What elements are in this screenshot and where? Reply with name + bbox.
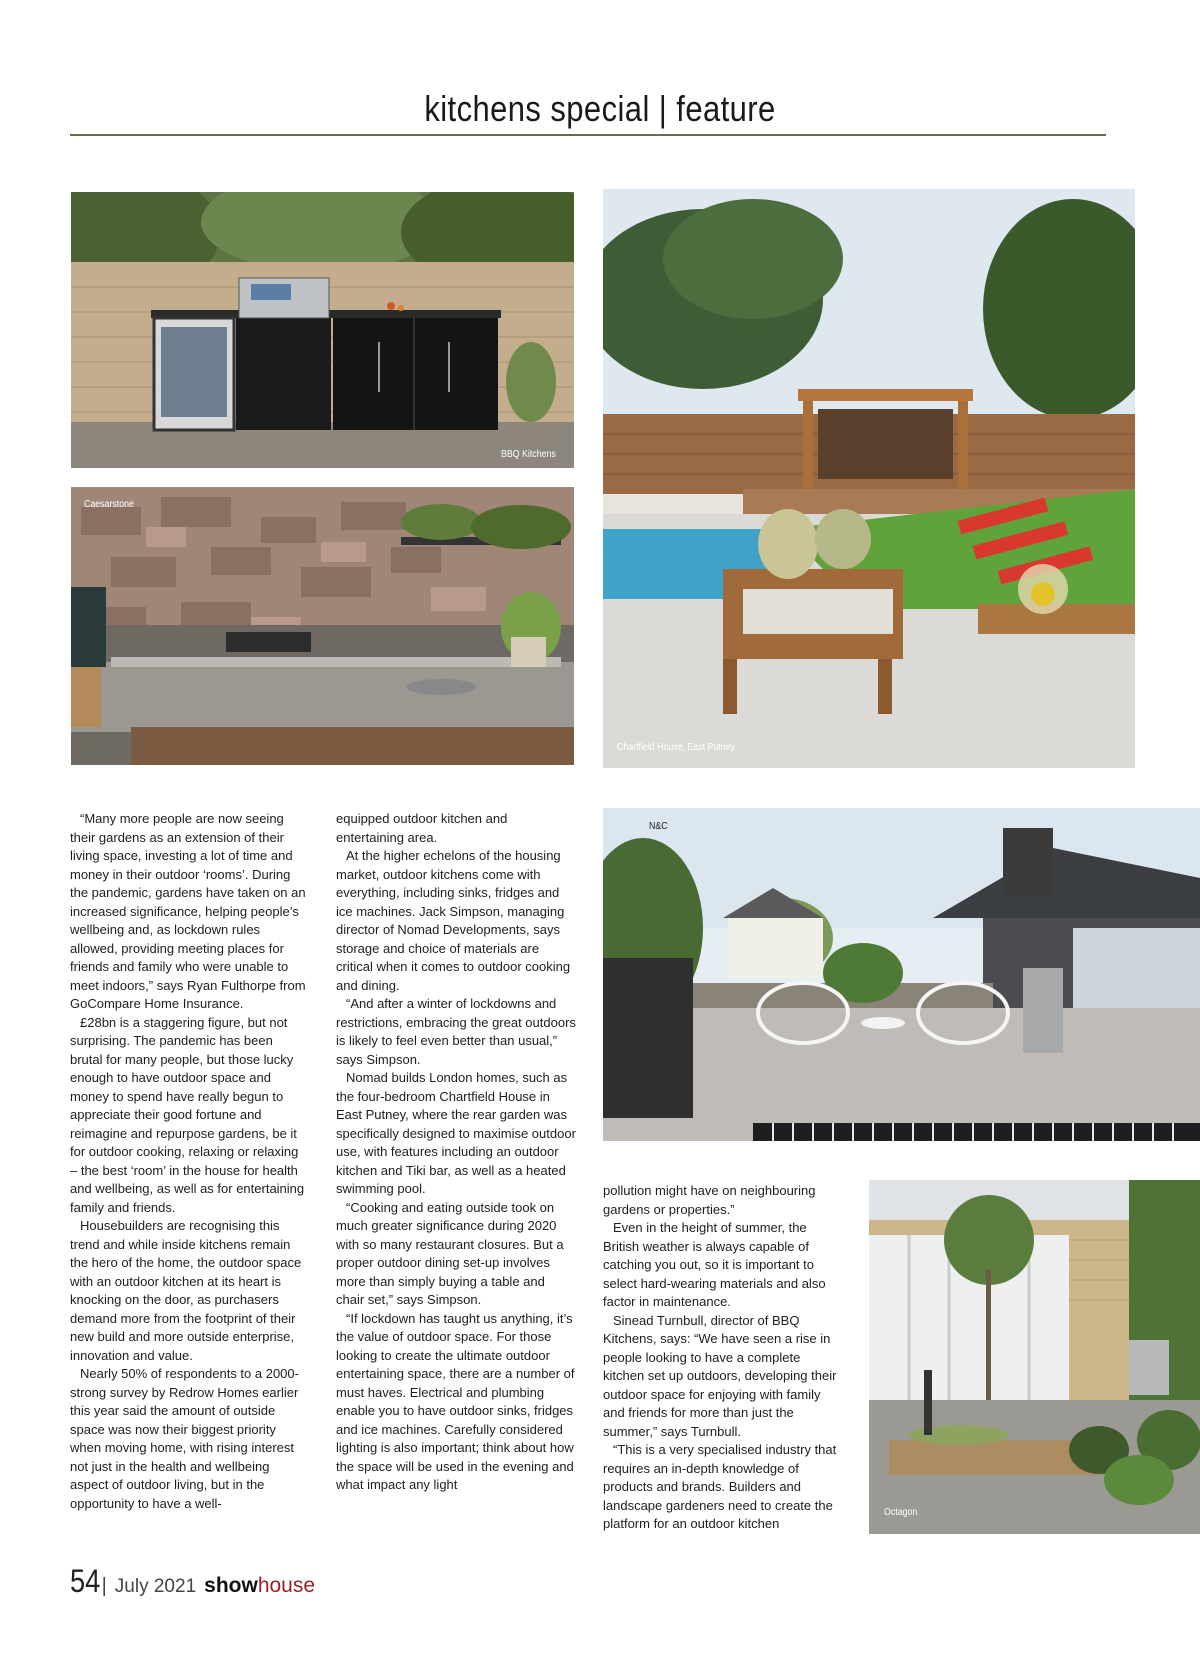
- page-number: 54: [70, 1563, 101, 1599]
- footer-separator: |: [101, 1575, 107, 1597]
- paragraph: Nearly 50% of respondents to a 2000-strong survey by Redrow Homes earlier this year said the amount of outside space was now their biggest priority when moving home, with rising interest not just in the health and wellbeing aspect of outdoor living, but in the opportunity to have a well-: [70, 1366, 299, 1511]
- issue-date: July 2021: [114, 1576, 197, 1597]
- text-column-1: [70, 810, 306, 1513]
- paragraph: equipped outdoor kitchen and entertaining area.: [336, 811, 508, 845]
- photo-caesarstone: [71, 487, 574, 765]
- paragraph: pollution might have on neighbouring gardens or properties.”: [603, 1183, 816, 1217]
- paragraph: Even in the height of summer, the British weather is always capable of catching you out, so it is important to select hard-wearing materials and also factor in maintenance.: [603, 1220, 826, 1309]
- photo-octagon: [869, 1180, 1200, 1534]
- paragraph: Housebuilders are recognising this trend and while inside kitchens remain the hero of the home, the outdoor space with an outdoor kitchen at its heart is knocking on the door, as purchasers demand more from the footprint of their new build and more outside enterprise, innovation and value.: [70, 1218, 302, 1363]
- photo-bbq-kitchens: [71, 192, 574, 468]
- text-column-3: [603, 1182, 843, 1534]
- photo-chartfield-house: [603, 189, 1135, 768]
- logo-light-part: house: [257, 1574, 316, 1597]
- paragraph: £28bn is a staggering figure, but not surprising. The pandemic has been brutal for many people, but those lucky enough to have outdoor space and money to spend have really begun to appreciate their good fortune and reimagine and repurpose gardens, be it for outdoor cooking, relaxing or relaxing – the best ‘room’ in the house for health and wellbeing, as well as for entertaining family and friends.: [70, 1014, 305, 1215]
- caption-bbq-kitchens: BBQ Kitchens: [501, 449, 556, 460]
- paragraph: “If lockdown has taught us anything, it’s the value of outdoor space. For those looking to create the ultimate outdoor entertaining space, there are a number of must haves. Electrical and plumbing enable you to have outdoor sinks, fridges and ice machines. Carefully considered lighting is also important; think about how the space will be used in the evening and what impact any light: [336, 1310, 575, 1492]
- caption-chartfield-house: Chartfield House, East Putney: [617, 742, 735, 753]
- logo-bold-part: show: [204, 1574, 258, 1597]
- paragraph: “And after a winter of lockdowns and restrictions, embracing the great outdoors is likely to feel even better than usual,” says Simpson.: [336, 996, 576, 1067]
- paragraph: “This is a very specialised industry that requires an in-depth knowledge of products and brands. Builders and landscape gardeners need to create the platform for an outdoor kitchen: [603, 1442, 837, 1531]
- caption-octagon: Octagon: [884, 1507, 918, 1518]
- magazine-logo: [204, 1574, 315, 1598]
- paragraph: Nomad builds London homes, such as the four-bedroom Chartfield House in East Putney, where the rear garden was specifically designed to maximise outdoor use, with features including an outdoor kitchen and Tiki bar, as well as a heated swimming pool.: [336, 1070, 576, 1196]
- paragraph: Sinead Turnbull, director of BBQ Kitchens, says: “We have seen a rise in people looking to have a complete kitchen set up outdoors, developing their outdoor space for enjoying with family and friends for more than just the summer,” says Turnbull.: [603, 1312, 837, 1439]
- text-column-2: [336, 810, 576, 1495]
- paragraph: “Cooking and eating outside took on much greater significance during 2020 with so many restaurant closures. But a proper outdoor dining set-up involves more than simply buying a table and chair set,” says Simpson.: [336, 1199, 564, 1307]
- caption-caesarstone: Caesarstone: [84, 499, 134, 510]
- caption-nc: N&C: [649, 821, 668, 832]
- photo-nc: [603, 808, 1200, 1141]
- section-heading: kitchens special | feature: [424, 88, 776, 129]
- paragraph: “Many more people are now seeing their gardens as an extension of their living space, investing a lot of time and money in their outdoor ‘rooms’. During the pandemic, gardens have taken on an increased significance, helping people’s wellbeing and, as lockdown rules allowed, providing meeting places for friends and family who were unable to meet indoors,” says Ryan Fulthorpe from GoCompare Home Insurance.: [70, 811, 306, 1011]
- header-divider: [70, 134, 1106, 136]
- page-footer: [70, 1563, 315, 1603]
- paragraph: At the higher echelons of the housing market, outdoor kitchens come with everything, including sinks, fridges and ice machines. Jack Simpson, managing director of Nomad Developments, says storage and choice of materials are critical when it comes to outdoor cooking and dining.: [336, 848, 571, 993]
